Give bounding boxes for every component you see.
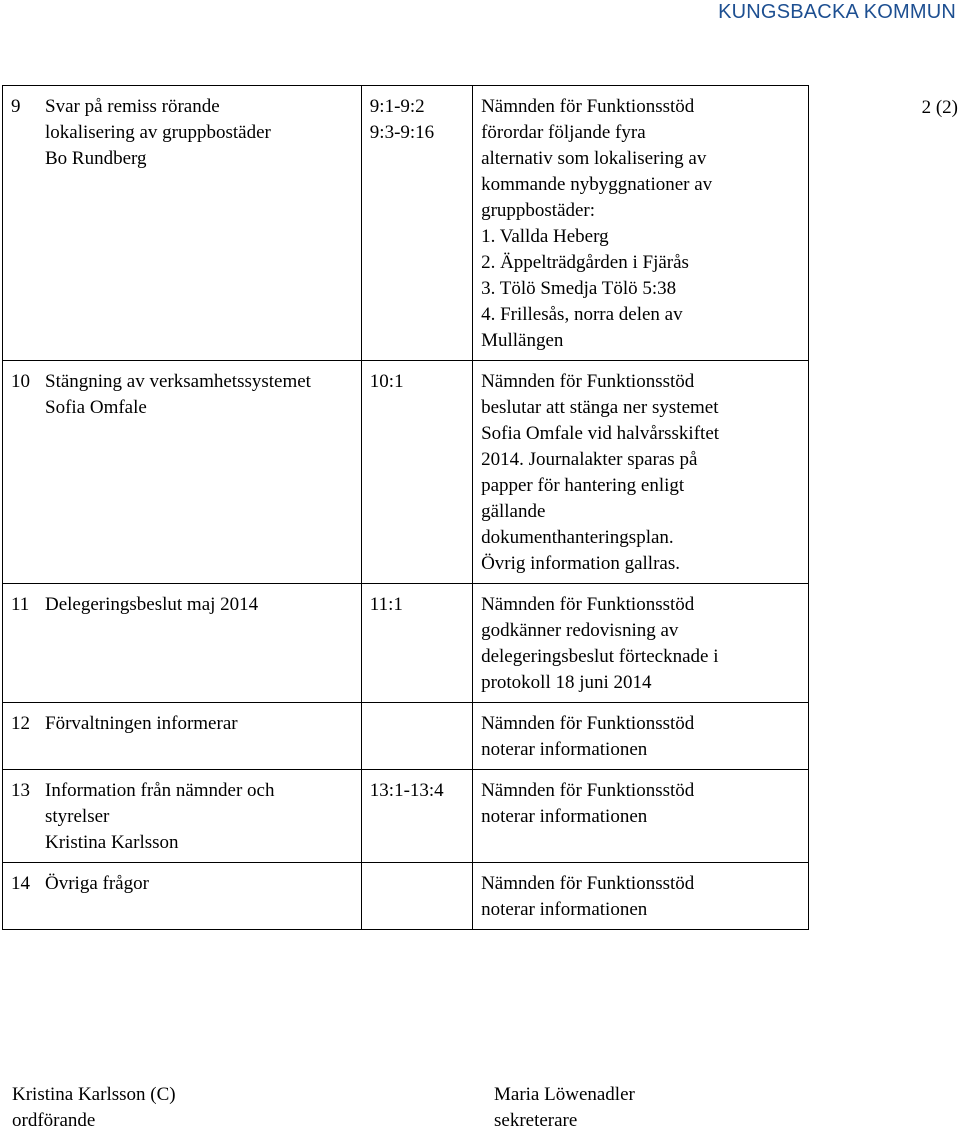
agenda-row <box>3 584 809 703</box>
agenda-item-decision-line: papper för hantering enligt <box>481 475 685 496</box>
agenda-item-decision-line: Nämnden för Funktionsstöd <box>481 713 695 734</box>
agenda-item-decision-line: förordar följande fyra <box>481 122 646 143</box>
agenda-item-decision-line: Nämnden för Funktionsstöd <box>481 873 695 894</box>
agenda-item-decision-cell <box>473 584 809 703</box>
agenda-item-decision-cell <box>473 863 809 930</box>
agenda-item-number: 13 <box>11 780 30 801</box>
agenda-row <box>3 361 809 584</box>
agenda-item-decision-line: gällande <box>481 501 546 522</box>
signature-secretary-name: Maria Löwenadler <box>494 1084 635 1105</box>
signature-chair-role: ordförande <box>12 1110 96 1131</box>
agenda-item-decision-line: 2. Äppelträdgården i Fjärås <box>481 252 689 273</box>
agenda-item-reference: 13:1-13:4 <box>369 780 444 801</box>
signature-secretary <box>494 1082 635 1134</box>
agenda-item-decision-cell <box>473 770 809 863</box>
agenda-item-title-line: Svar på remiss rörande <box>45 96 220 117</box>
agenda-row <box>3 86 809 361</box>
agenda-item-number: 11 <box>11 594 30 615</box>
agenda-item-reference: 10:1 <box>369 371 404 392</box>
signature-chair-name: Kristina Karlsson (C) <box>12 1084 176 1105</box>
agenda-item-title-line: Förvaltningen informerar <box>45 713 238 734</box>
agenda-row <box>3 863 809 930</box>
agenda-item-decision-line: 3. Tölö Smedja Tölö 5:38 <box>481 278 677 299</box>
agenda-item-decision-line: 4. Frillesås, norra delen av <box>481 304 683 325</box>
agenda-item-reference-cell <box>361 770 472 863</box>
agenda-item-decision-line: delegeringsbeslut förtecknade i <box>481 646 719 667</box>
agenda-item-reference-cell <box>361 361 472 584</box>
agenda-item-title-line: Stängning av verksamhetssystemet <box>45 371 311 392</box>
municipality-name: KUNGSBACKA KOMMUN <box>718 1 956 23</box>
agenda-item-title-cell <box>3 770 362 863</box>
agenda-item-decision-cell <box>473 703 809 770</box>
agenda-item-decision-line: noterar informationen <box>481 739 648 760</box>
agenda-item-number: 12 <box>11 713 30 734</box>
agenda-item-decision-line: 2014. Journalakter sparas på <box>481 449 698 470</box>
agenda-item-decision-line: protokoll 18 juni 2014 <box>481 672 652 693</box>
agenda-item-reference: 9:1-9:2 <box>369 96 425 117</box>
agenda-row <box>3 770 809 863</box>
agenda-item-decision-line: Mullängen <box>481 330 564 351</box>
agenda-item-decision-line: Nämnden för Funktionsstöd <box>481 780 695 801</box>
agenda-item-title-line: lokalisering av gruppbostäder <box>45 122 271 143</box>
agenda-table-body <box>3 86 809 930</box>
agenda-item-decision-line: gruppbostäder: <box>481 200 596 221</box>
agenda-item-reference-cell <box>361 863 472 930</box>
agenda-item-decision-line: Sofia Omfale vid halvårsskiftet <box>481 423 720 444</box>
agenda-item-decision-line: alternativ som lokalisering av <box>481 148 707 169</box>
signature-chair <box>12 1082 176 1134</box>
agenda-item-title-line: styrelser <box>45 806 110 827</box>
agenda-item-number: 9 <box>11 96 21 117</box>
agenda-item-reference-cell <box>361 703 472 770</box>
agenda-item-number: 14 <box>11 873 30 894</box>
agenda-item-reference-cell <box>361 584 472 703</box>
agenda-item-title-cell <box>3 703 362 770</box>
agenda-item-reference-cell <box>361 86 472 361</box>
agenda-item-decision-line: Nämnden för Funktionsstöd <box>481 594 695 615</box>
agenda-item-title-line: Bo Rundberg <box>45 148 147 169</box>
agenda-item-decision-cell <box>473 361 809 584</box>
signature-secretary-role: sekreterare <box>494 1110 578 1131</box>
agenda-row <box>3 703 809 770</box>
agenda-item-decision-line: Nämnden för Funktionsstöd <box>481 96 695 117</box>
agenda-item-decision-cell <box>473 86 809 361</box>
agenda-item-reference: 9:3-9:16 <box>369 122 435 143</box>
agenda-item-title-line: Övriga frågor <box>45 873 149 894</box>
agenda-item-decision-line: godkänner redovisning av <box>481 620 679 641</box>
agenda-item-decision-line: kommande nybyggnationer av <box>481 174 713 195</box>
page-number: 2 (2) <box>921 97 958 118</box>
agenda-table <box>2 85 809 930</box>
agenda-item-decision-line: noterar informationen <box>481 806 648 827</box>
agenda-item-decision-line: dokumenthanteringsplan. <box>481 527 674 548</box>
agenda-item-title-line: Sofia Omfale <box>45 397 147 418</box>
agenda-item-title-line: Delegeringsbeslut maj 2014 <box>45 594 259 615</box>
agenda-item-title-cell <box>3 584 362 703</box>
agenda-item-title-line: Information från nämnder och <box>45 780 275 801</box>
agenda-item-number: 10 <box>11 371 30 392</box>
agenda-item-decision-line: noterar informationen <box>481 899 648 920</box>
agenda-item-decision-line: Nämnden för Funktionsstöd <box>481 371 695 392</box>
agenda-item-decision-line: 1. Vallda Heberg <box>481 226 609 247</box>
agenda-item-title-cell <box>3 86 362 361</box>
agenda-item-decision-line: Övrig information gallras. <box>481 553 680 574</box>
agenda-item-reference: 11:1 <box>369 594 403 615</box>
agenda-item-title-cell <box>3 361 362 584</box>
agenda-item-decision-line: beslutar att stänga ner systemet <box>481 397 719 418</box>
agenda-item-title-line: Kristina Karlsson <box>45 832 179 853</box>
agenda-item-title-cell <box>3 863 362 930</box>
